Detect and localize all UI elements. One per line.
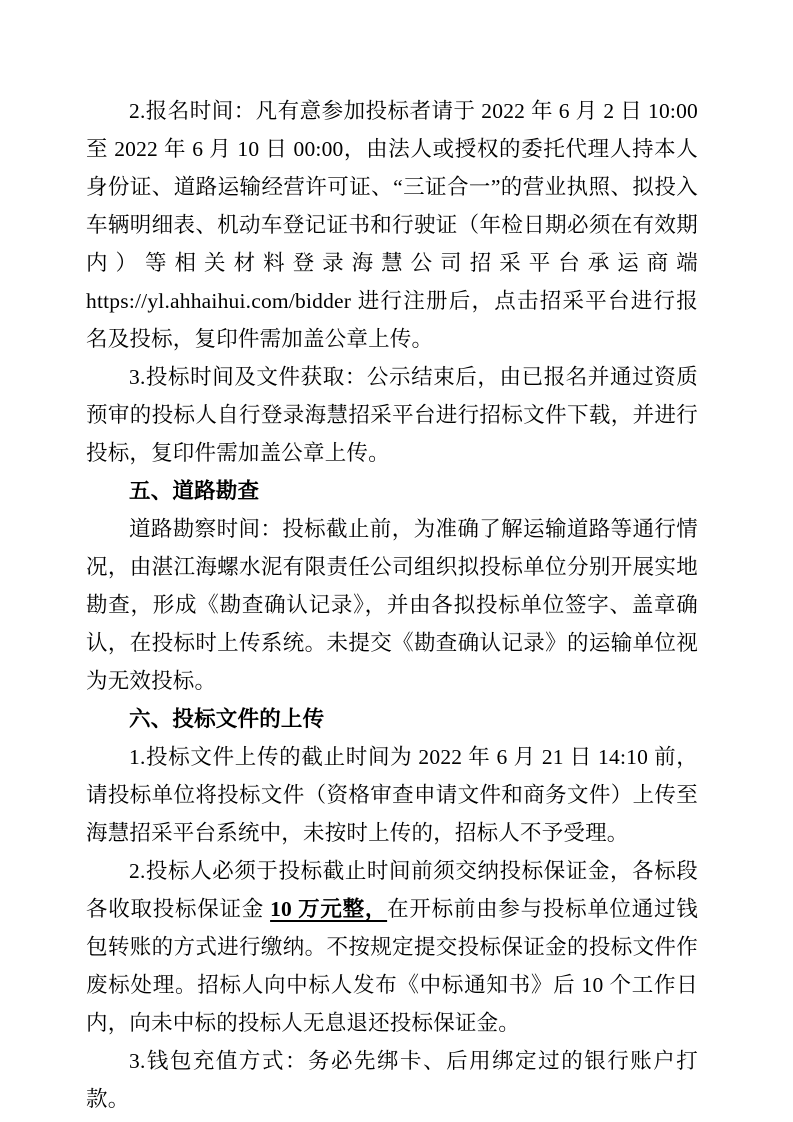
road-survey-paragraph [86, 510, 698, 700]
bid-bond-paragraph [86, 852, 698, 1042]
text-run: 道路勘察时间：投标截止前，为准确了解运输道路等通行情况，由湛江海螺水泥有限责任公司组织拟投标单位分别开展实地勘查，形成《勘查确认记录》，并由各拟投标单位签字、盖章确认，在投标时上传系统。未提交《勘查确认记录》的运输单位视为无效投标。 [86, 517, 698, 693]
upload-deadline-paragraph [86, 738, 698, 852]
bid-time-file-paragraph [86, 358, 698, 472]
section-5-heading [86, 472, 698, 510]
text-run: 1.投标文件上传的截止时间为 2022 年 6 月 21 日 14:10 前，请投标单位将投标文件（资格审查申请文件和商务文件）上传至海慧招采平台系统中，未按时上传的，招标人不予受理。 [86, 745, 698, 845]
bid-bond-amount-emphasis: 10 万元整， [270, 897, 388, 921]
text-run: 在开标前由参与投标单位通过钱包转账的方式进行缴纳。不按规定提交投标保证金的投标文件作废标处理。招标人向中标人发布《中标通知书》后 10 个工作日内，向未中标的投标人无息退还投标保证金。 [86, 897, 698, 1035]
document-body [86, 92, 698, 1118]
text-run: 2.投标人必须于投标截止时间前须交纳投标保证金，各标段各收取投标保证金 [86, 859, 698, 921]
text-run: 五、道路勘查 [129, 479, 260, 503]
text-run: 2.报名时间：凡有意参加投标者请于 2022 年 6 月 2 日 10:00 至 2022 年 6 月 10 日 00:00，由法人或授权的委托代理人持本人身份证、道路运输经营许可证、“三证合一”的营业执照、拟投入车辆明细表、机动车登记证书和行驶证（年检日期必须在有效期内）等相关材料登录海慧公司招采平台承运商端 https://yl.ahhaihui.com/bidder 进行注册后，点击招采平台进行报名及投标，复印件需加盖公章上传。 [86, 99, 698, 351]
wallet-recharge-paragraph [86, 1042, 698, 1118]
registration-time-paragraph [86, 92, 698, 358]
section-6-heading [86, 700, 698, 738]
text-run: 3.钱包充值方式：务必先绑卡、后用绑定过的银行账户打款。 [86, 1049, 698, 1111]
text-run: 3.投标时间及文件获取：公示结束后，由已报名并通过资质预审的投标人自行登录海慧招采平台进行招标文件下载，并进行投标，复印件需加盖公章上传。 [86, 365, 698, 465]
text-run: 六、投标文件的上传 [129, 707, 325, 731]
